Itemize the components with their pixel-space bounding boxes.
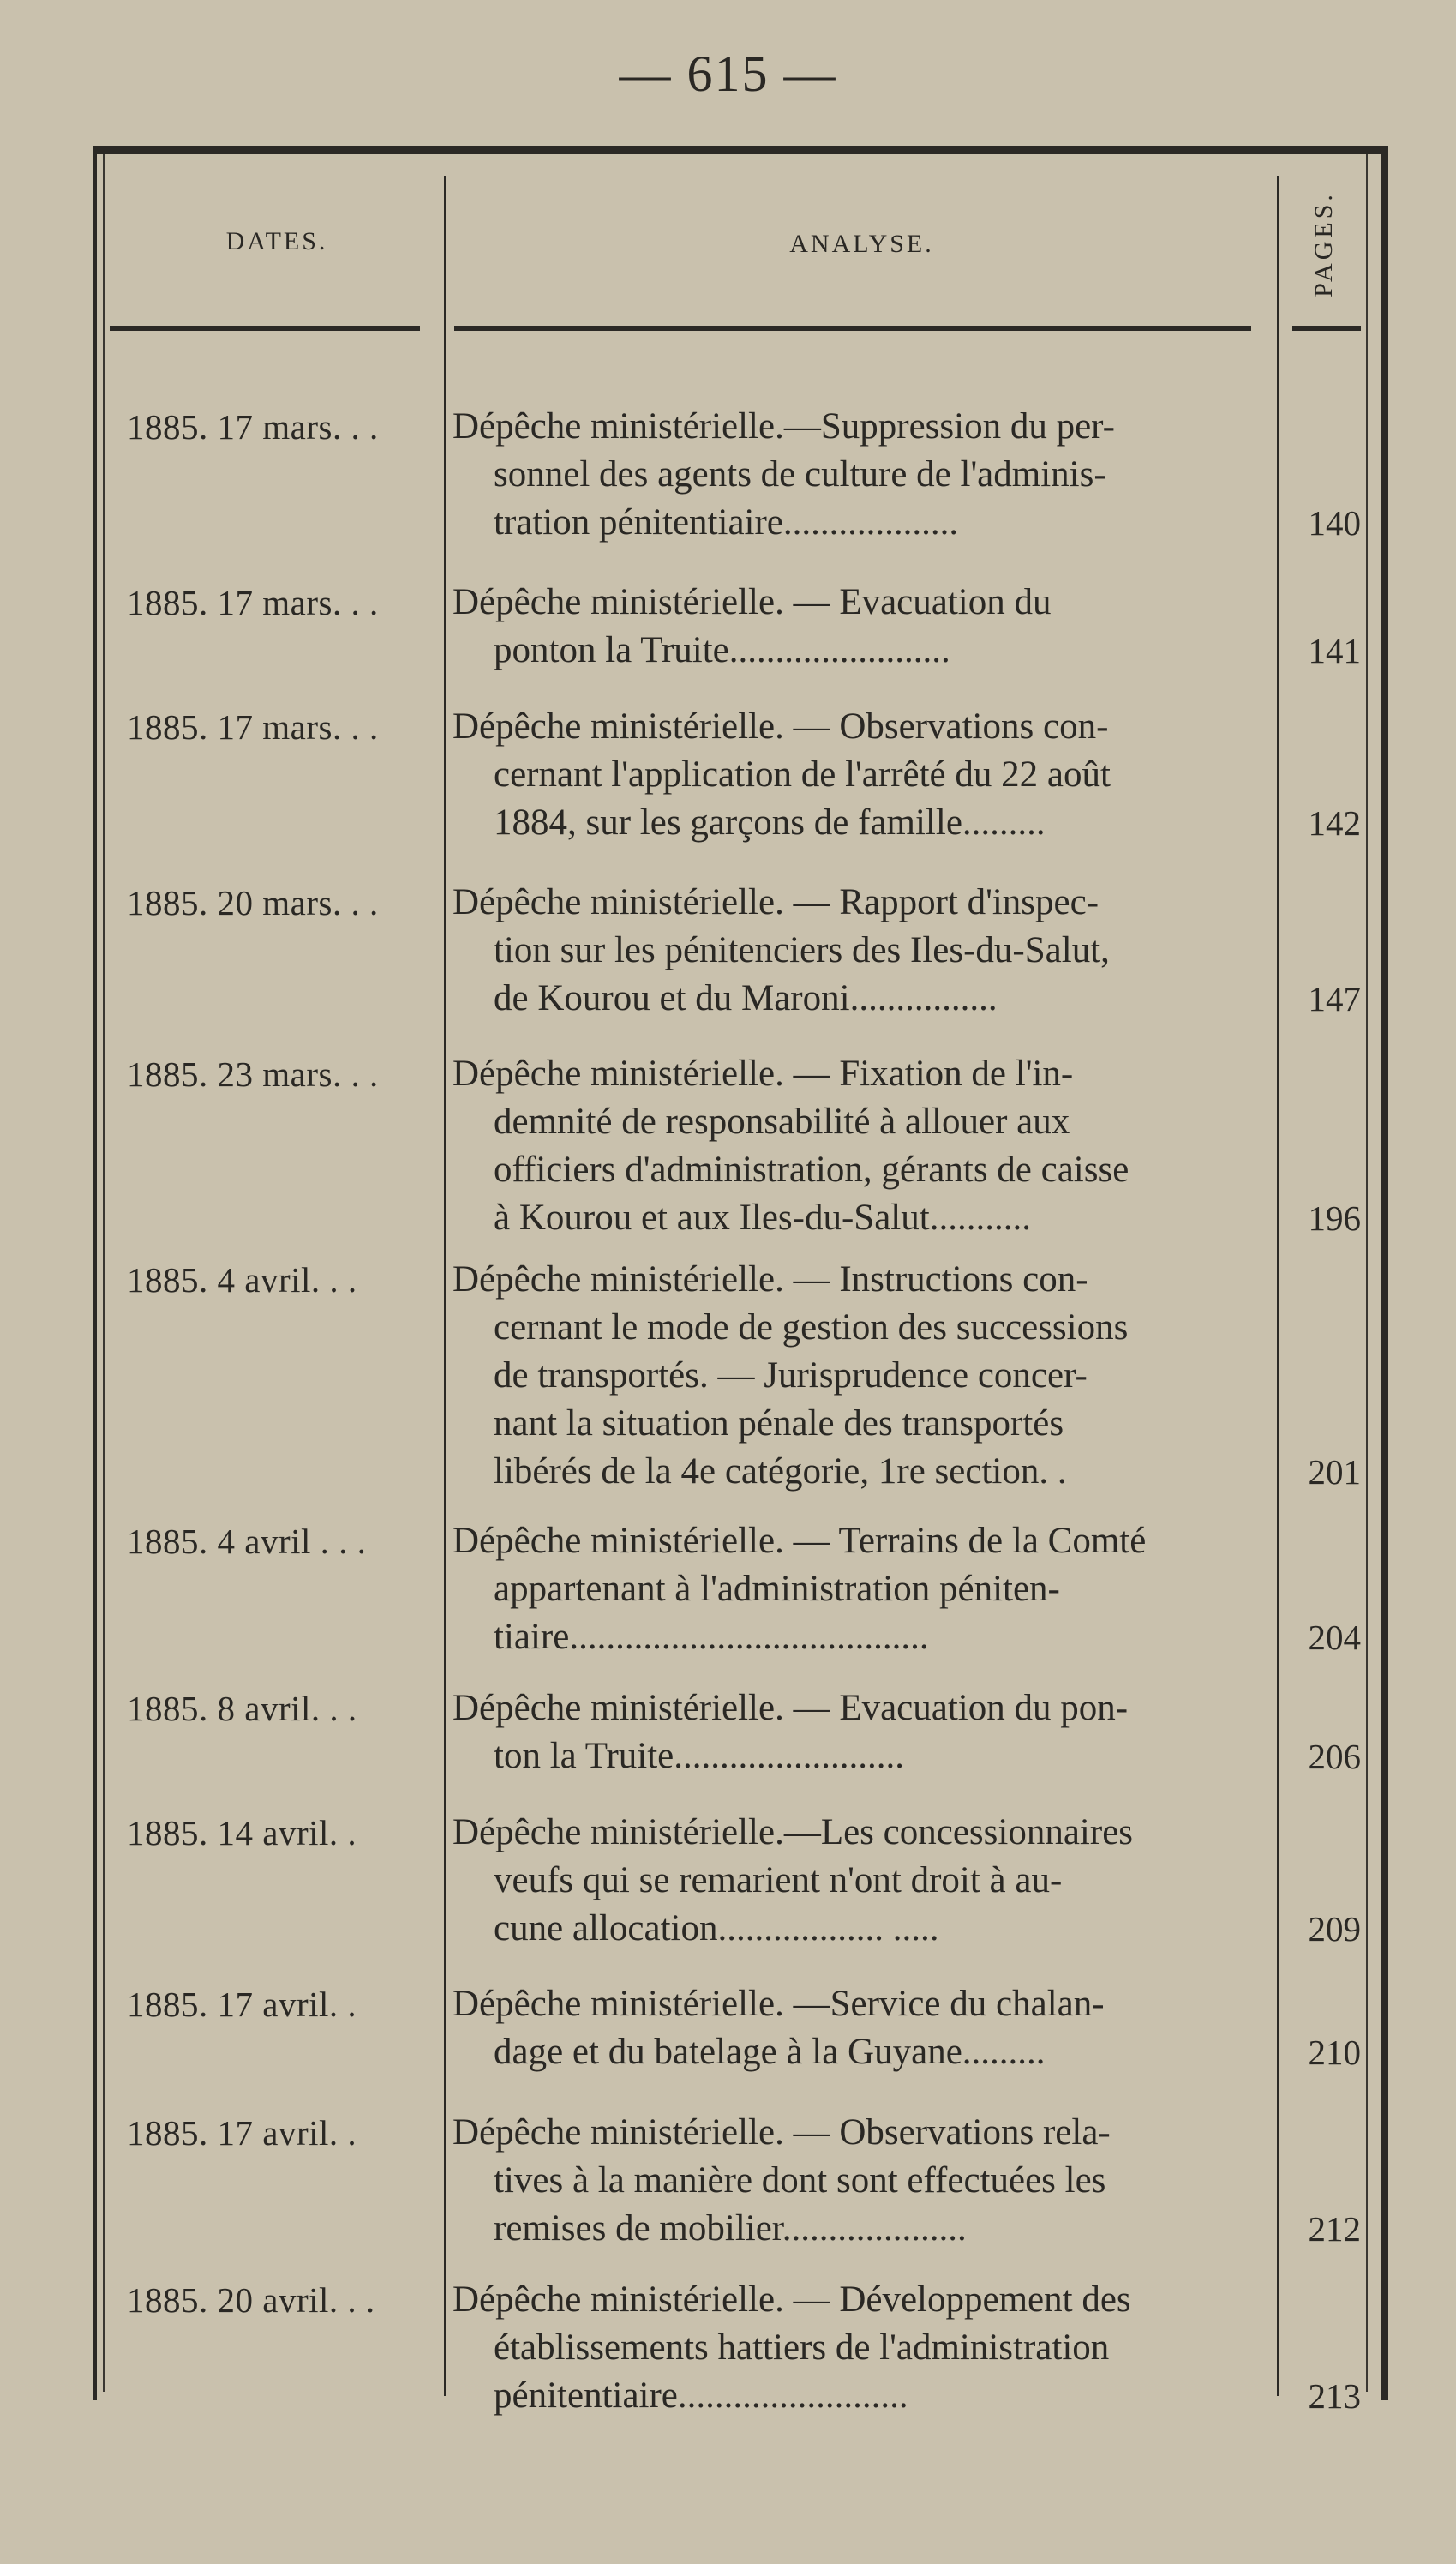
analysis-line: veufs qui se remarient n'ont droit à au- xyxy=(494,1860,1063,1900)
entry-analysis xyxy=(452,1809,1267,1953)
entry-analysis xyxy=(452,1684,1267,1780)
analysis-line: établissements hattiers de l'administration xyxy=(494,2327,1110,2368)
entry-page-number: 212 xyxy=(1308,2209,1361,2249)
entry-page-number: 213 xyxy=(1308,2376,1361,2416)
entry-date: 1885. 23 mars. . . xyxy=(127,1054,379,1094)
entry-analysis xyxy=(452,1517,1267,1661)
entry-page-number: 201 xyxy=(1308,1452,1361,1492)
entry-date: 1885. 17 mars. . . xyxy=(127,583,379,622)
frame-inner-right-rule xyxy=(1366,154,1368,2392)
analysis-line: tration pénitentiaire................... xyxy=(494,502,959,543)
entry-page-number: 140 xyxy=(1308,503,1361,543)
header-underline-analyse xyxy=(454,326,1251,331)
analysis-line: Dépêche ministérielle.—Les concessionnaires xyxy=(452,1812,1134,1852)
entry-date: 1885. 17 mars. . . xyxy=(127,707,379,747)
entry-analysis xyxy=(452,579,1267,675)
analysis-line: dage et du batelage à la Guyane......... xyxy=(494,2032,1046,2072)
analysis-line: tives à la manière dont sont effectuées les xyxy=(494,2160,1106,2201)
entry-date: 1885. 17 avril. . xyxy=(127,1985,357,2024)
entry-analysis xyxy=(452,703,1267,847)
entry-analysis xyxy=(452,1256,1267,1496)
analysis-line: à Kourou et aux Iles-du-Salut........... xyxy=(494,1198,1031,1238)
entry-analysis xyxy=(452,879,1267,1023)
analysis-line: de transportés. — Jurisprudence concer- xyxy=(494,1355,1088,1396)
entry-page-number: 209 xyxy=(1308,1909,1361,1949)
entry-date: 1885. 17 mars. . . xyxy=(127,407,379,447)
page-number: — 615 — xyxy=(619,45,837,102)
frame-inner-left-rule xyxy=(103,154,105,2392)
analysis-line: ton la Truite......................... xyxy=(494,1736,905,1776)
analysis-line: tion sur les pénitenciers des Iles-du-Salut, xyxy=(494,930,1110,970)
analysis-line: Dépêche ministérielle. —Service du chalan- xyxy=(452,1984,1105,2024)
analysis-line: Dépêche ministérielle. — Terrains de la Comté xyxy=(452,1521,1147,1561)
column-header-analyse: ANALYSE. xyxy=(789,230,934,258)
entry-date: 1885. 4 avril . . . xyxy=(127,1522,367,1561)
entry-analysis xyxy=(452,403,1267,547)
analysis-line: Dépêche ministérielle. — Rapport d'inspec- xyxy=(452,882,1099,922)
entry-date: 1885. 14 avril. . xyxy=(127,1813,357,1852)
analysis-line: 1884, sur les garçons de famille......... xyxy=(494,802,1046,843)
column-divider-pages xyxy=(1277,176,1279,2396)
analysis-line: Dépêche ministérielle. — Instructions con- xyxy=(452,1259,1088,1300)
analysis-line: ponton la Truite........................ xyxy=(494,630,950,670)
analysis-line: remises de mobilier.................... xyxy=(494,2208,967,2249)
entry-date: 1885. 17 avril. . xyxy=(127,2113,357,2153)
entry-page-number: 142 xyxy=(1308,803,1361,843)
column-divider-dates xyxy=(444,176,446,2396)
entry-page-number: 141 xyxy=(1308,631,1361,670)
analysis-line: Dépêche ministérielle. — Evacuation du xyxy=(452,582,1052,622)
analysis-line: tiaire....................................... xyxy=(494,1617,929,1657)
analysis-line: nant la situation pénale des transportés xyxy=(494,1403,1064,1444)
analysis-line: Dépêche ministérielle. — Observations rela- xyxy=(452,2112,1111,2153)
header-underline-pages xyxy=(1292,326,1361,331)
analysis-line: cernant le mode de gestion des successions xyxy=(494,1307,1129,1348)
entry-page-number: 210 xyxy=(1308,2033,1361,2072)
entry-page-number: 196 xyxy=(1308,1198,1361,1238)
entry-analysis xyxy=(452,2109,1267,2253)
analysis-line: cune allocation.................. ..... xyxy=(494,1908,939,1949)
entry-page-number: 204 xyxy=(1308,1618,1361,1657)
column-header-dates: DATES. xyxy=(225,227,328,255)
column-header-pages: PAGES. xyxy=(1309,191,1338,297)
analysis-line: de Kourou et du Maroni................ xyxy=(494,978,998,1018)
analysis-line: sonnel des agents de culture de l'adminis- xyxy=(494,454,1106,495)
analysis-line: pénitentiaire......................... xyxy=(494,2375,908,2416)
entry-analysis xyxy=(452,2276,1267,2420)
analysis-line: officiers d'administration, gérants de caisse xyxy=(494,1150,1129,1190)
analysis-line: demnité de responsabilité à allouer aux xyxy=(494,1102,1070,1142)
entry-date: 1885. 8 avril. . . xyxy=(127,1689,357,1728)
entry-date: 1885. 20 avril. . . xyxy=(127,2280,375,2320)
header-underline-dates xyxy=(110,326,420,331)
entry-analysis xyxy=(452,1980,1267,2076)
entry-date: 1885. 4 avril. . . xyxy=(127,1260,357,1300)
analysis-line: Dépêche ministérielle.—Suppression du per- xyxy=(452,406,1115,447)
analysis-line: appartenant à l'administration péniten- xyxy=(494,1569,1060,1609)
analysis-line: Dépêche ministérielle. — Fixation de l'in- xyxy=(452,1054,1074,1094)
entry-page-number: 147 xyxy=(1308,979,1361,1018)
entry-date: 1885. 20 mars. . . xyxy=(127,883,379,922)
analysis-line: cernant l'application de l'arrêté du 22 août xyxy=(494,754,1111,795)
entry-page-number: 206 xyxy=(1308,1737,1361,1776)
analysis-line: Dépêche ministérielle. — Observations con- xyxy=(452,706,1109,747)
column-header-pages-cell xyxy=(1285,171,1363,317)
analysis-line: Dépêche ministérielle. — Evacuation du pon- xyxy=(452,1688,1129,1728)
entry-analysis xyxy=(452,1050,1267,1242)
analysis-line: Dépêche ministérielle. — Développement des xyxy=(452,2279,1131,2320)
analysis-line: libérés de la 4e catégorie, 1re section. . xyxy=(494,1451,1067,1492)
